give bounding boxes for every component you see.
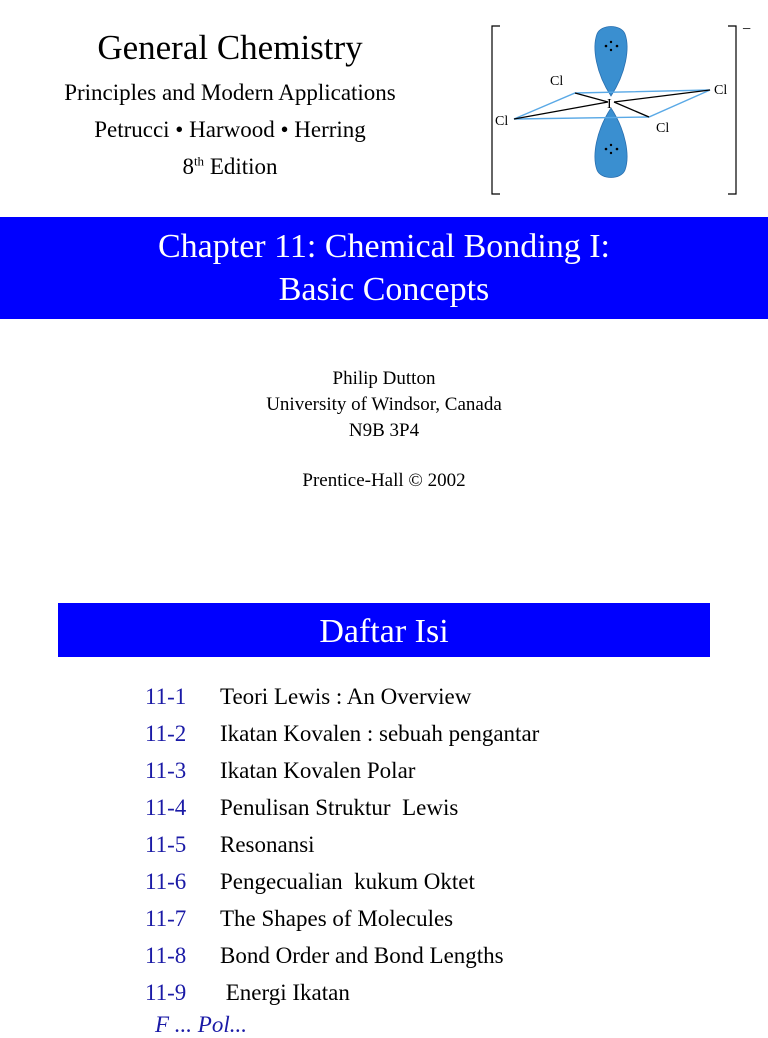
book-title: General Chemistry — [97, 28, 363, 67]
book-edition — [0, 154, 460, 180]
toc-item-number: 11-2 — [145, 721, 187, 746]
toc-item-number: 11-7 — [145, 906, 187, 931]
atom-center: I — [607, 97, 612, 112]
book-authors: Petrucci • Harwood • Herring — [94, 117, 366, 142]
toc-item-number: 11-6 — [145, 869, 187, 894]
bond-top-left — [575, 93, 608, 102]
bond-bottom-right — [614, 102, 649, 117]
toc-item-number: 11-3 — [145, 758, 187, 783]
toc-item-number: 11-8 — [145, 943, 187, 968]
book-subtitle: Principles and Modern Applications — [64, 80, 396, 105]
toc-item[interactable] — [0, 974, 768, 1011]
left-bracket — [492, 26, 500, 194]
chapter-title-line1: Chapter 11: Chemical Bonding I: — [158, 228, 610, 265]
toc-item[interactable] — [0, 900, 768, 937]
chapter-banner — [0, 217, 768, 319]
atom-left: Cl — [495, 114, 509, 129]
author-name: Philip Dutton — [332, 368, 436, 389]
toc-item-number: 11-9 — [145, 980, 187, 1005]
toc-item-title: Resonansi — [220, 832, 315, 857]
author-block — [0, 366, 768, 444]
toc-item-number: 11-4 — [145, 795, 187, 820]
toc-item[interactable] — [0, 678, 768, 715]
bond-left — [514, 102, 608, 119]
author-institution: University of Windsor, Canada — [266, 394, 502, 415]
edition-word: Edition — [204, 154, 278, 179]
toc-item-title: Teori Lewis : An Overview — [220, 684, 472, 709]
author-postal-code: N9B 3P4 — [348, 420, 420, 441]
charge-sign: − — [742, 21, 752, 38]
toc-item[interactable] — [0, 826, 768, 863]
toc-item[interactable] — [0, 752, 768, 789]
atom-right: Cl — [714, 83, 728, 98]
top-lobe — [595, 27, 627, 97]
toc-item-title: Penulisan Struktur Lewis — [220, 795, 459, 820]
publisher-copyright: Prentice-Hall © 2002 — [302, 470, 466, 491]
toc-item-partial[interactable]: F ... Pol... — [155, 1012, 247, 1037]
molecule-figure — [484, 18, 754, 198]
toc-item-title: Pengecualian kukum Oktet — [220, 869, 475, 894]
toc-item-title: Energi Ikatan — [220, 980, 350, 1005]
atom-top-left: Cl — [550, 74, 564, 89]
toc-item-title: Ikatan Kovalen Polar — [220, 758, 416, 783]
edition-suffix: th — [193, 153, 205, 169]
atom-bottom-right: Cl — [656, 121, 670, 136]
toc-item-number: 11-5 — [145, 832, 187, 857]
toc-item-title: The Shapes of Molecules — [220, 906, 454, 931]
toc-item[interactable] — [0, 937, 768, 974]
toc-header: Daftar Isi — [58, 603, 710, 657]
toc-item[interactable] — [0, 863, 768, 900]
chapter-title-line2: Basic Concepts — [278, 270, 490, 308]
toc-item-number: 11-1 — [145, 684, 187, 709]
toc-item-title: Bond Order and Bond Lengths — [220, 943, 504, 968]
edition-number: 8 — [182, 154, 194, 179]
toc-item[interactable] — [0, 715, 768, 752]
right-bracket — [728, 26, 736, 194]
toc-item[interactable] — [0, 789, 768, 826]
toc-item-title: Ikatan Kovalen : sebuah pengantar — [220, 721, 540, 746]
